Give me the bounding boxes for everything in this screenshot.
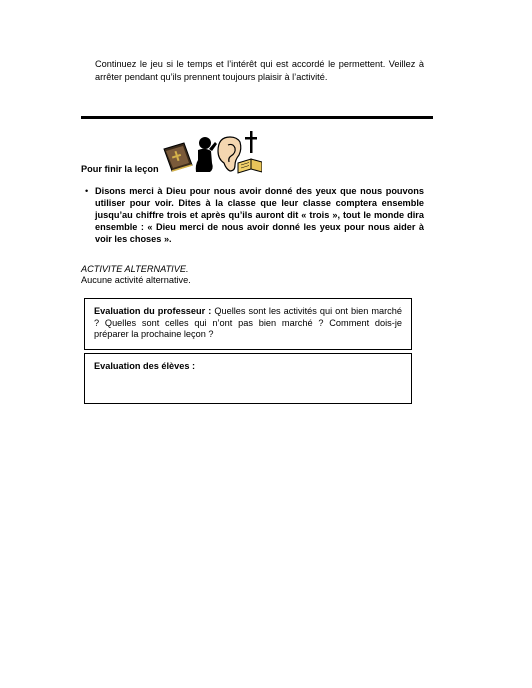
teacher-evaluation-label: Evaluation du professeur : — [94, 306, 212, 316]
intro-paragraph: Continuez le jeu si le temps et l’intérêt qui est accordé le permettent. Veillez à arrêter pendant qu’ils prennent toujours plaisir à l’activité. — [95, 59, 424, 82]
student-evaluation-box — [84, 353, 412, 404]
clipart-icons — [162, 129, 262, 175]
ear-icon — [218, 137, 241, 171]
teacher-evaluation-content — [94, 306, 402, 341]
book-with-cross-icon — [238, 131, 262, 173]
closing-bullet-text: Disons merci à Dieu pour nous avoir donné des yeux que nous pouvons utiliser pour voir. Dites à la classe que leur classe comptera ensemble jusqu’au chiffre trois et après qu’ils auront dit « trois », tout le monde dira ensemble : « Dieu merci de nous avoir donné les yeux pour nous aider à voir les choses ». — [95, 186, 424, 245]
section-title: Pour finir la leçon — [81, 164, 159, 174]
teacher-evaluation-text: Quelles sont les activités qui ont bien marché ? Quelles sont celles qui n’ont pas bien marché ? Comment dois-je préparer la prochaine leçon ? — [94, 306, 403, 340]
praying-child-icon — [196, 137, 217, 172]
teacher-evaluation-box — [84, 298, 412, 350]
student-evaluation-label: Evaluation des élèves : — [94, 361, 196, 371]
section-divider — [81, 116, 433, 119]
bible-icon — [164, 143, 192, 171]
bullet-dot-icon: • — [85, 186, 89, 196]
alternative-body: Aucune activité alternative. — [81, 275, 191, 285]
alternative-heading: ACTIVITE ALTERNATIVE. — [81, 264, 189, 274]
